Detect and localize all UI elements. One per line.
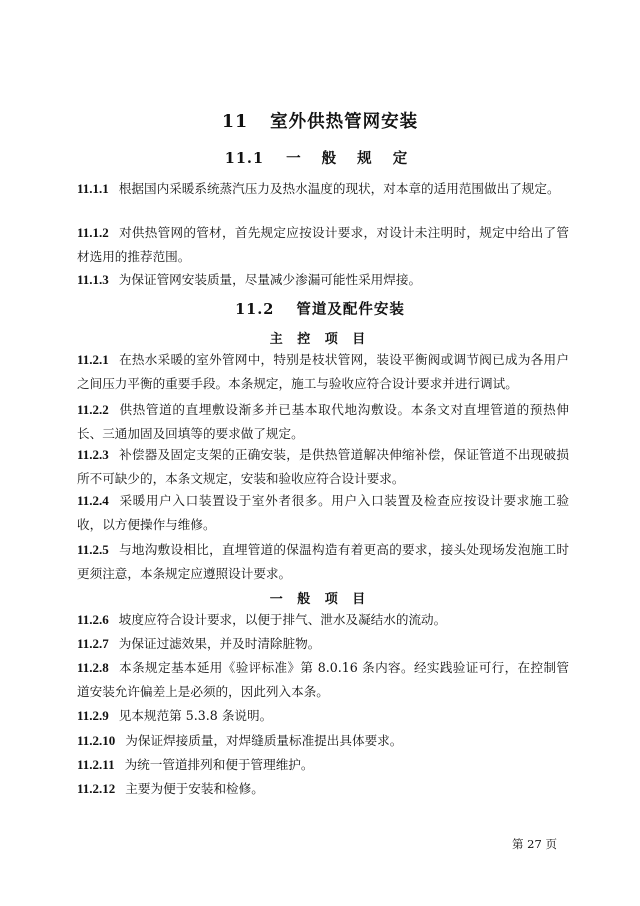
- chapter-number: 11: [221, 112, 249, 132]
- clause-number: 11.2.8: [77, 660, 109, 675]
- clause-text: 本条规定基本延用《验评标准》第 8.0.16 条内容。经实践验证可行，在控制管道安装允许偏差上是必须的，因此列入本条。: [77, 660, 569, 699]
- chapter-title: [0, 108, 640, 133]
- clause-number: 11.1.2: [77, 225, 109, 240]
- section-heading-11-2: [0, 298, 640, 319]
- clause-number: 11.2.9: [77, 708, 109, 723]
- section-number: 11.1: [224, 150, 265, 167]
- clause-text: 为保证过滤效果，并及时清除脏物。: [118, 636, 321, 651]
- clause-number: 11.2.1: [77, 352, 109, 367]
- clause-11-2-7: [77, 632, 569, 656]
- section-title: 一 般 规 定: [286, 150, 416, 167]
- clause-number: 11.1.1: [77, 181, 109, 196]
- section-title: 管道及配件安装: [296, 301, 405, 318]
- subheading-main-items: 主 控 项 目: [269, 332, 371, 347]
- clause-text: 主要为便于安装和检修。: [125, 781, 264, 796]
- clause-text: 坡度应符合设计要求，以便于排气、泄水及凝结水的流动。: [118, 612, 447, 627]
- clause-number: 11.2.3: [77, 447, 109, 462]
- clause-number: 11.1.3: [77, 272, 109, 287]
- section-number: 11.2: [235, 301, 275, 318]
- clause-text: 供热管道的直埋敷设渐多并已基本取代地沟敷设。本条文对直埋管道的预热伸长、三通加固及回填等的要求做了规定。: [77, 402, 569, 441]
- clause-number: 11.2.7: [77, 636, 109, 651]
- clause-text: 为保证焊接质量，对焊缝质量标准提出具体要求。: [125, 733, 403, 748]
- clause-text: 为统一管道排列和便于管理维护。: [124, 757, 314, 772]
- clause-11-1-1: [77, 177, 569, 201]
- clause-text: 与地沟敷设相比，直埋管道的保温构造有着更高的要求，接头处现场发泡施工时更须注意，本条规定应遵照设计要求。: [77, 542, 569, 581]
- clause-11-2-2: [77, 398, 569, 445]
- clause-text: 在热水采暖的室外管网中，特别是枝状管网，装设平衡阀或调节阀已成为各用户之间压力平衡的重要手段。本条规定，施工与验收应符合设计要求并进行调试。: [77, 352, 569, 391]
- clause-number: 11.2.4: [77, 493, 109, 508]
- clause-number: 11.2.12: [77, 781, 116, 796]
- clause-11-2-6: [77, 608, 569, 632]
- clause-11-2-4: [77, 489, 569, 536]
- clause-number: 11.2.5: [77, 542, 109, 557]
- clause-11-2-3: [77, 443, 569, 490]
- clause-text: 补偿器及固定支架的正确安装，是供热管道解决伸缩补偿，保证管道不出现破损所不可缺少的，本条文规定，安装和验收应符合设计要求。: [77, 447, 569, 486]
- clause-text: 见本规范第 5.3.8 条说明。: [118, 708, 273, 723]
- clause-11-2-8: [77, 656, 569, 703]
- clause-number: 11.2.2: [77, 402, 109, 417]
- clause-11-2-10: [77, 729, 569, 753]
- subheading-general-items: 一 般 项 目: [269, 592, 371, 607]
- clause-number: 11.2.10: [77, 733, 116, 748]
- clause-number: 11.2.11: [77, 757, 115, 772]
- clause-text: 采暖用户入口装置设于室外者很多。用户入口装置及检查应按设计要求施工验收，以方便操作与维修。: [77, 493, 569, 532]
- clause-text: 为保证管网安装质量，尽量减少渗漏可能性采用焊接。: [118, 272, 422, 287]
- clause-text: 对供热管网的管材，首先规定应按设计要求，对设计未注明时，规定中给出了管材选用的推荐范围。: [77, 225, 569, 264]
- clause-number: 11.2.6: [77, 612, 109, 627]
- section-heading-11-1: [0, 147, 640, 168]
- clause-11-2-12: [77, 777, 569, 801]
- clause-11-2-1: [77, 348, 569, 395]
- clause-11-1-3: [77, 268, 569, 292]
- page-number: 第 27 页: [512, 837, 557, 851]
- clause-text: 根据国内采暖系统蒸汽压力及热水温度的现状，对本章的适用范围做出了规定。: [118, 181, 560, 196]
- chapter-title-text: 室外供热管网安装: [270, 112, 419, 132]
- clause-11-2-5: [77, 538, 569, 585]
- clause-11-1-2: [77, 221, 569, 268]
- clause-11-2-11: [77, 753, 569, 777]
- clause-11-2-9: [77, 704, 569, 728]
